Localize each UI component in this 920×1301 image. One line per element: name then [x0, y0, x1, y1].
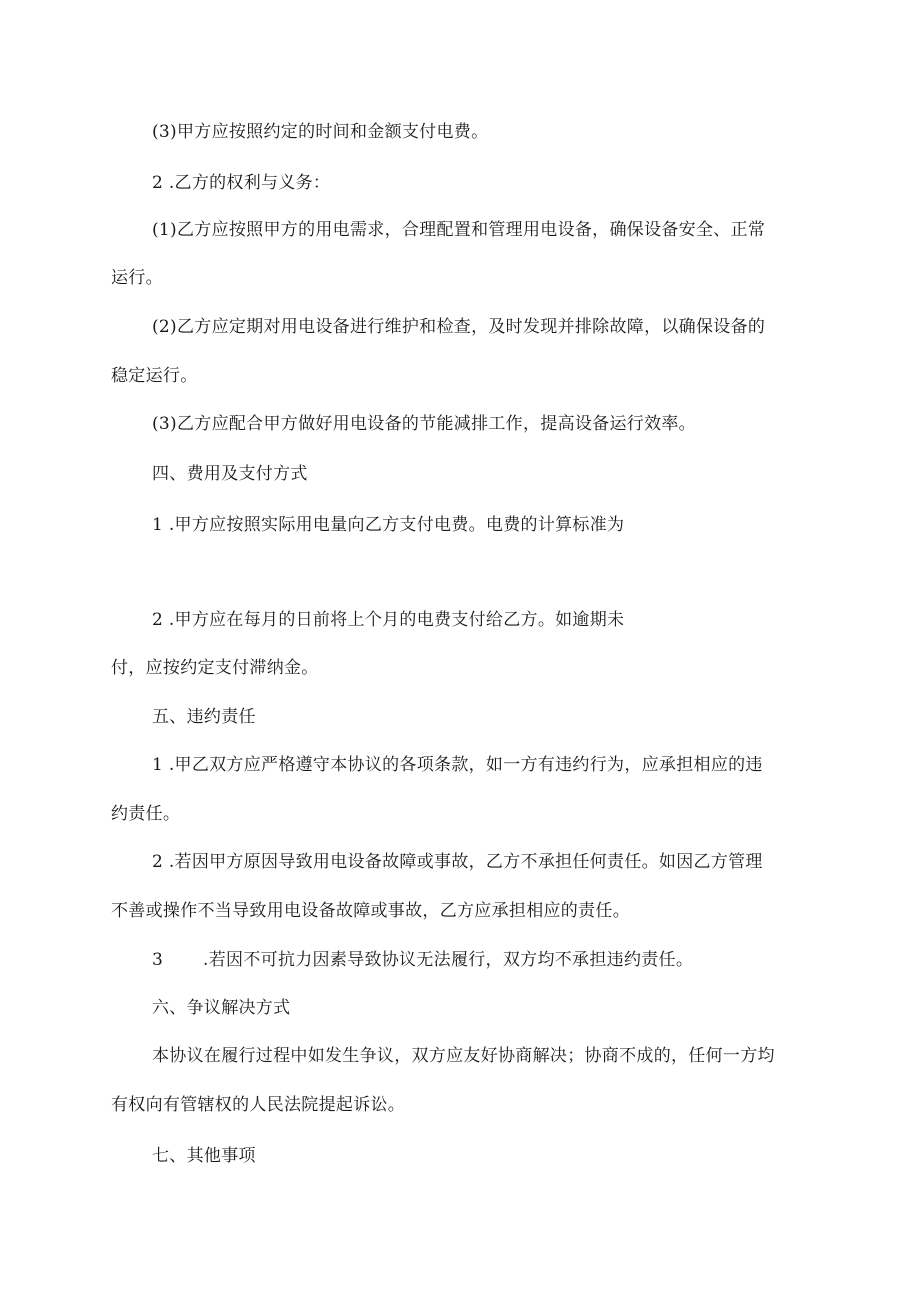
text-line-14: 约责任。 — [111, 804, 181, 824]
text-line-7: (3)乙方应配合甲方做好用电设备的节能减排工作，提高设备运行效率。 — [152, 414, 696, 434]
text-line-15: 2 .若因甲方原因导致用电设备故障或事故，乙方不承担任何责任。如因乙方管理 — [152, 852, 763, 872]
text-line-1: (3)甲方应按照约定的时间和金额支付电费。 — [152, 122, 489, 142]
text-line-9: 1 .甲方应按照实际用电量向乙方支付电费。电费的计算标准为 — [152, 515, 625, 535]
text-line-6: 稳定运行。 — [111, 366, 198, 386]
text-line-10: 2 .甲方应在每月的日前将上个月的电费支付给乙方。如逾期未 — [152, 610, 625, 630]
section-heading-party-b-rights: 2 .乙方的权利与义务： — [152, 173, 331, 193]
text-line-16: 不善或操作不当导致用电设备故障或事故，乙方应承担相应的责任。 — [111, 901, 630, 921]
section-heading-dispute: 六、争议解决方式 — [152, 998, 291, 1018]
text-line-4: 运行。 — [111, 268, 163, 288]
section-heading-other: 七、其他事项 — [152, 1146, 256, 1166]
text-line-3: (1)乙方应按照甲方的用电需求，合理配置和管理用电设备，确保设备安全、正常 — [152, 220, 766, 240]
section-heading-fees: 四、费用及支付方式 — [152, 464, 308, 484]
text-line-11: 付，应按约定支付滞纳金。 — [111, 658, 319, 678]
text-line-13: 1 .甲乙双方应严格遵守本协议的各项条款，如一方有违约行为，应承担相应的违 — [152, 755, 763, 775]
text-line-5: (2)乙方应定期对用电设备进行维护和检查，及时发现并排除故障，以确保设备的 — [152, 317, 766, 337]
section-heading-liability: 五、违约责任 — [152, 707, 256, 727]
text-line-19: 本协议在履行过程中如发生争议，双方应友好协商解决；协商不成的，任何一方均 — [152, 1046, 775, 1066]
text-line-17: 3 .若因不可抗力因素导致协议无法履行，双方均不承担违约责任。 — [152, 950, 694, 970]
text-line-20: 有权向有管辖权的人民法院提起诉讼。 — [111, 1095, 406, 1115]
